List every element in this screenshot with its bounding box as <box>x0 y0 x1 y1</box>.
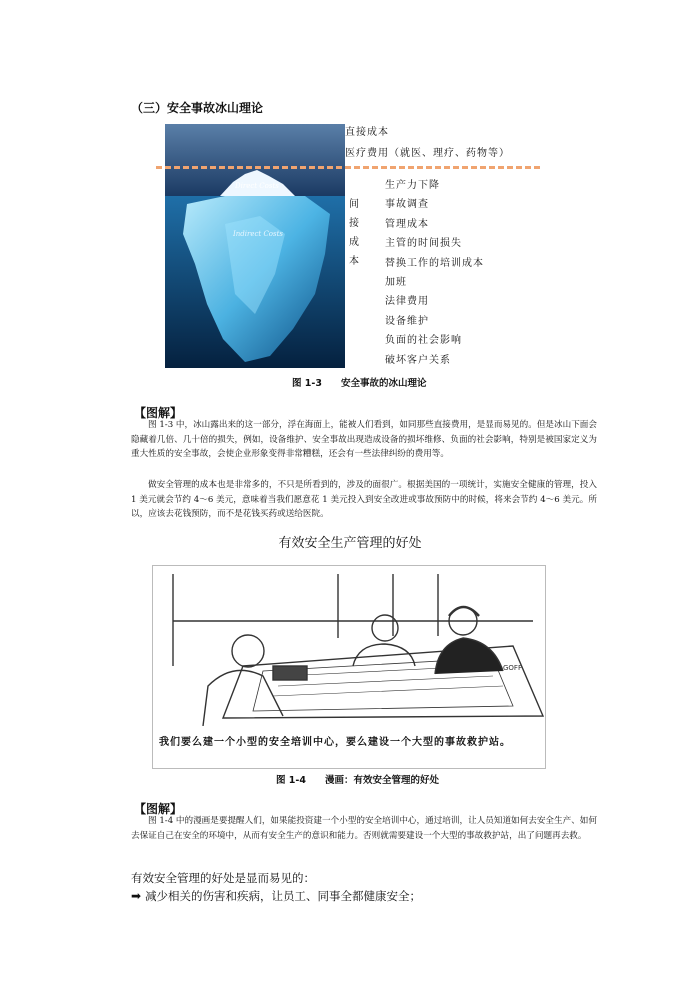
list-item: 生产力下降 <box>385 180 440 191</box>
direct-cost-heading: 直接成本 <box>345 127 389 138</box>
figure-caption: 图 1-3 安全事故的冰山理论 <box>292 378 427 389</box>
paragraph: 图 1-3 中，冰山露出来的这一部分，浮在海面上，能被人们看到，如同那些直接费用，是显而易见的。但是冰山下面会隐藏着几倍、几十倍的损失，例如，设备维护、安全事故出现造成设备的损坏维修、负面的社会影响，特别是被国家定义为重大性质的安全事故，会使企业形象变得非常糟糕，还会有一些法律纠纷的费用等。 <box>131 420 597 460</box>
paragraph: 图 1-4 中的漫画是要提醒人们，如果能投资建一个小型的安全培训中心，通过培训，让人员知道如何去安全生产、如何去保证自己在安全的环境中，从而有安全生产的意识和能力。否则就需要建设一个大型的事故救护站，出了问题再去救。 <box>131 816 597 841</box>
list-item: 管理成本 <box>385 218 429 230</box>
figure-caption: 图 1-4 漫画：有效安全管理的好处 <box>276 775 439 786</box>
iceberg-image <box>165 124 345 368</box>
cartoon-drawing <box>153 566 545 726</box>
list-item: 设备维护 <box>385 315 429 327</box>
arrow-bullet-icon: ➡ <box>131 889 142 903</box>
benefits-intro: 有效安全管理的好处是显而易见的： <box>131 871 315 885</box>
list-item: 法律费用 <box>385 296 429 308</box>
list-item: 替换工作的培训成本 <box>385 257 484 269</box>
cartoon-signature: GOFF <box>503 664 522 672</box>
indirect-cost-vertical-label <box>349 195 363 271</box>
list-item: 负面的社会影响 <box>385 335 462 347</box>
list-item: 主管的时间损失 <box>385 238 462 250</box>
cartoon-caption: 我们要么建一个小型的安全培训中心，要么建设一个大型的事故救护站。 <box>159 737 511 748</box>
benefit-item <box>131 888 421 904</box>
vertical-char: 成 <box>349 237 359 248</box>
section-heading: 有效安全生产管理的好处 <box>278 536 422 551</box>
paragraph: 做安全管理的成本也是非常多的，不只是所看到的，涉及的面很广。根据美国的一项统计，实施安全健康的管理，投入 1 美元就会节约 4～6 美元，意味着当我们愿意花 1 美元投入到安全改进或事故预防中的时候，将来会节约 4～6 美元。所以，应该去花钱预防，而不是花钱买药或送给医院。 <box>131 480 597 520</box>
explanation-heading: 【图解】 <box>134 802 183 816</box>
direct-cost-detail: 医疗费用（就医、理疗、药物等） <box>345 148 510 159</box>
list-item: 加班 <box>385 277 407 289</box>
vertical-char: 本 <box>349 256 359 267</box>
benefit-text: 减少相关的伤害和疾病，让员工、同事全都健康安全； <box>145 889 422 903</box>
list-item: 破坏客户关系 <box>385 354 451 366</box>
waterline-divider <box>156 166 540 169</box>
direct-costs-label: Direct Costs <box>235 182 279 190</box>
vertical-char: 接 <box>349 218 359 229</box>
list-item: 事故调查 <box>385 199 429 211</box>
section-title: （三）安全事故冰山理论 <box>131 101 264 115</box>
vertical-char: 间 <box>349 199 359 210</box>
indirect-cost-list <box>385 176 484 370</box>
indirect-costs-label: Indirect Costs <box>233 230 284 238</box>
explanation-heading: 【图解】 <box>134 406 183 420</box>
